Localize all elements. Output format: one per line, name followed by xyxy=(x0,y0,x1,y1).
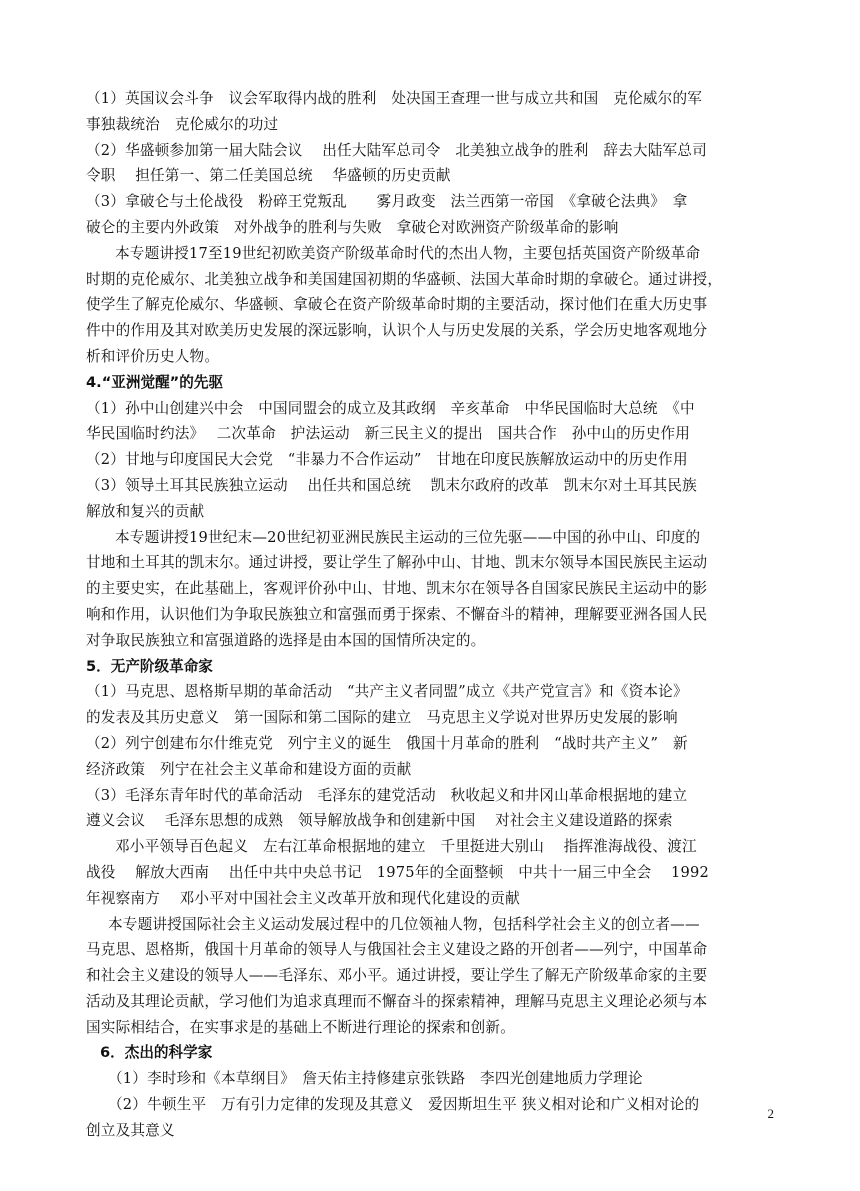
text-line: 甘地和土耳其的凯末尔。通过讲授，要让学生了解孙中山、甘地、凯末尔领导本国民族民主运动 xyxy=(86,554,708,572)
text-line: 本专题讲授17至19世纪初欧美资产阶级革命时代的杰出人物，主要包括英国资产阶级革命 xyxy=(115,244,701,262)
text-line: 响和作用，认识他们为争取民族独立和富强而勇于探索、不懈奋斗的精神，理解要亚洲各国人民 xyxy=(86,605,708,623)
text-line: 战役 解放大西南 出任中共中央总书记 1975年的全面整顿 中共十一届三中全会 1992 xyxy=(86,863,709,881)
text-line: 析和评价历史人物。 xyxy=(86,347,220,365)
text-line: 时期的克伦威尔、北美独立战争和美国建国初期的华盛顿、法国大革命时期的拿破仑。通过讲授， xyxy=(86,270,723,288)
text-line: 解放和复兴的贡献 xyxy=(86,502,205,520)
text-line: （1）孙中山创建兴中会 中国同盟会的成立及其政纲 辛亥革命 中华民国临时大总统 《中 xyxy=(86,399,695,417)
section-heading: 4.“亚洲觉醒”的先驱 xyxy=(86,373,224,391)
text-line: 本专题讲授国际社会主义运动发展过程中的几位领袖人物，包括科学社会主义的创立者—— xyxy=(108,915,700,933)
page-number: 2 xyxy=(767,1106,774,1121)
text-line: 事独裁统治 克伦威尔的功过 xyxy=(86,115,279,133)
section-heading: 6．杰出的科学家 xyxy=(100,1044,213,1062)
text-line: 遵义会议 毛泽东思想的成熟 领导解放战争和创建新中国 对社会主义建设道路的探索 xyxy=(86,812,673,830)
text-line: 国实际相结合，在实事求是的基础上不断进行理论的探索和创新。 xyxy=(86,1018,516,1036)
text-line: 年视察南方 邓小平对中国社会主义改革开放和现代化建设的贡献 xyxy=(86,889,520,907)
text-line: 对争取民族独立和富强道路的选择是由本国的国情所决定的。 xyxy=(86,631,486,649)
text-line: 邓小平领导百色起义 左右江革命根据地的建立 千里挺进大别山 指挥淮海战役、渡江 xyxy=(115,838,697,856)
text-line: （2）华盛顿参加第一届大陆会议 出任大陆军总司令 北美独立战争的胜利 辞去大陆军总司 xyxy=(86,141,707,159)
text-line: 经济政策 列宁在社会主义革命和建设方面的贡献 xyxy=(86,760,412,778)
text-line: （3）拿破仑与土伦战役 粉碎王党叛乱 雾月政变 法兰西第一帝国 《拿破仑法典》 拿 xyxy=(86,193,688,211)
text-line: （1）马克思、恩格斯早期的革命活动 “共产主义者同盟”成立《共产党宣言》和《资本论》 xyxy=(86,683,688,701)
text-line: （1）李时珍和《本草纲目》 詹天佑主持修建京张铁路 李四光创建地质力学理论 xyxy=(108,1070,643,1088)
text-line: （1）英国议会斗争 议会军取得内战的胜利 处决国王查理一世与成立共和国 克伦威尔的军 xyxy=(86,90,703,107)
text-line: 破仑的主要内外政策 对外战争的胜利与失败 拿破仑对欧洲资产阶级革命的影响 xyxy=(86,218,619,236)
text-line: （2）甘地与印度国民大会党 “非暴力不合作运动” 甘地在印度民族解放运动中的历史作用 xyxy=(86,451,688,469)
text-line: 本专题讲授19世纪末—20世纪初亚洲民族民主运动的三位先驱——中国的孙中山、印度的 xyxy=(115,528,701,546)
text-line: 令职 担任第一、第二任美国总统 华盛顿的历史贡献 xyxy=(86,167,451,185)
text-line: 活动及其理论贡献，学习他们为追求真理而不懈奋斗的探索精神，理解马克思主义理论必须与本 xyxy=(86,992,708,1010)
text-line: （3）领导土耳其民族独立运动 出任共和国总统 凯末尔政府的改革 凯末尔对土耳其民族 xyxy=(86,476,697,494)
text-line: （2）列宁创建布尔什维克党 列宁主义的诞生 俄国十月革命的胜利 “战时共产主义” 新 xyxy=(86,734,688,752)
text-line: 使学生了解克伦威尔、华盛顿、拿破仑在资产阶级革命时期的主要活动，探讨他们在重大历史事 xyxy=(86,296,708,314)
text-line: 创立及其意义 xyxy=(86,1121,175,1139)
section-heading: 5．无产阶级革命家 xyxy=(86,657,213,675)
text-line: （3）毛泽东青年时代的革命活动 毛泽东的建党活动 秋收起义和井冈山革命根据地的建立 xyxy=(86,786,688,804)
text-line: 的发表及其历史意义 第一国际和第二国际的建立 马克思主义学说对世界历史发展的影响 xyxy=(86,709,678,727)
text-line: 的主要史实，在此基础上，客观评价孙中山、甘地、凯末尔在领导各自国家民族民主运动中的影 xyxy=(86,580,708,598)
text-line: 华民国临时约法》 二次革命 护法运动 新三民主义的提出 国共合作 孙中山的历史作用 xyxy=(86,425,691,443)
text-line: （2）牛顿生平 万有引力定律的发现及其意义 爱因斯坦生平 狭义相对论和广义相对论的 xyxy=(108,1096,700,1114)
document-body xyxy=(86,86,776,1144)
text-line: 和社会主义建设的领导人——毛泽东、邓小平。通过讲授，要让学生了解无产阶级革命家的主要 xyxy=(86,967,708,985)
text-line: 件中的作用及其对欧美历史发展的深远影响，认识个人与历史发展的关系，学会历史地客观地分 xyxy=(86,322,708,340)
text-line: 马克思、恩格斯，俄国十月革命的领导人与俄国社会主义建设之路的开创者——列宁，中国革命 xyxy=(86,941,708,959)
